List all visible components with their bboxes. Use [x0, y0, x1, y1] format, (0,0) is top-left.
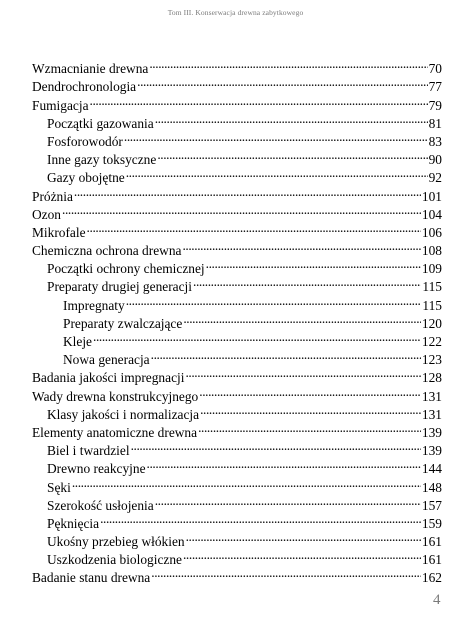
- dot-leader: [206, 255, 421, 273]
- dot-leader: [151, 346, 421, 364]
- dot-leader: [74, 182, 421, 200]
- toc-entry-title: Chemiczna ochrona drewna: [32, 243, 182, 259]
- toc-entry[interactable]: [32, 182, 442, 204]
- dot-leader: [186, 528, 421, 546]
- toc-entry-page: 77: [428, 79, 442, 95]
- dot-leader: [157, 146, 427, 164]
- dot-leader: [185, 364, 420, 382]
- toc-entry-page: 162: [421, 570, 442, 586]
- dot-leader: [137, 73, 427, 91]
- toc-entry[interactable]: [32, 473, 442, 495]
- toc-entry-title: Ukośny przebieg włókien: [47, 534, 185, 550]
- toc-entry-page: 115: [422, 297, 442, 313]
- toc-entry-page: 108: [421, 243, 442, 259]
- toc-entry-title: Kleje: [63, 334, 92, 349]
- toc-entry-page: 101: [421, 188, 442, 204]
- toc-entry-title: Dendrochronologia: [32, 79, 137, 95]
- toc-entry-title: Wady drewna konstrukcyjnego: [32, 388, 199, 404]
- toc-entry-page: 159: [421, 515, 442, 531]
- toc-entry-page: 106: [421, 224, 442, 240]
- toc-entry[interactable]: [32, 55, 442, 77]
- toc-entry-title: Elementy anatomiczne drewna: [32, 424, 198, 440]
- toc-entry-page: 157: [421, 497, 442, 513]
- dot-leader: [126, 291, 422, 309]
- dot-leader: [151, 564, 421, 582]
- toc-entry[interactable]: [32, 91, 442, 113]
- toc-entry-page: 131: [421, 406, 442, 422]
- toc-entry-page: 90: [428, 152, 442, 168]
- toc-entry-page: 104: [421, 206, 442, 222]
- dot-leader: [131, 437, 421, 455]
- dot-leader: [199, 382, 421, 400]
- toc-entry-page: 161: [421, 534, 442, 550]
- toc-entry-page: 70: [428, 61, 442, 77]
- toc-entry-title: Wzmacnianie drewna: [32, 61, 149, 77]
- dot-leader: [100, 510, 421, 528]
- toc-entry-page: 139: [421, 443, 442, 459]
- dot-leader: [124, 128, 428, 146]
- dot-leader: [155, 110, 428, 128]
- toc-entry[interactable]: [32, 201, 442, 222]
- toc-entry-title: Próżnia: [32, 188, 73, 204]
- dot-leader: [183, 546, 421, 564]
- toc-entry-title: Preparaty drugiej generacji: [47, 279, 192, 295]
- toc-entry-title: Fosforowodór: [47, 133, 123, 149]
- toc-entry-title: Uszkodzenia biologiczne: [47, 552, 182, 568]
- toc-entry-title: Inne gazy toksyczne: [47, 152, 157, 168]
- dot-leader: [126, 164, 428, 182]
- toc-entry[interactable]: [32, 328, 442, 349]
- toc-entry-title: Szerokość usłojenia: [47, 497, 154, 513]
- toc-entry-title: Pęknięcia: [47, 515, 100, 531]
- dot-leader: [200, 401, 421, 419]
- toc-entry[interactable]: [32, 110, 442, 131]
- page-number: 4: [433, 592, 441, 608]
- dot-leader: [90, 91, 428, 109]
- toc-entry-title: Ozon: [32, 206, 62, 222]
- toc-entry-page: 81: [428, 115, 442, 131]
- toc-entry-page: 109: [421, 261, 442, 277]
- toc-entry[interactable]: [32, 492, 442, 513]
- toc-entry-page: 148: [421, 479, 442, 495]
- toc-entry-title: Impregnaty: [63, 297, 125, 313]
- toc-entry-page: 144: [421, 461, 442, 477]
- dot-leader: [155, 492, 421, 510]
- running-header: Tom III. Konserwacja drewna zabytkowego: [167, 8, 304, 17]
- toc-entry[interactable]: [32, 219, 442, 240]
- toc-entry-page: 131: [421, 388, 442, 404]
- toc-entry-title: Sęki: [47, 479, 71, 495]
- toc-entry-title: Badania jakości impregnacji: [32, 370, 185, 386]
- toc-entry-title: Fumigacja: [32, 97, 89, 113]
- toc-entry-page: 83: [428, 133, 442, 149]
- toc-entry[interactable]: [32, 346, 442, 368]
- toc-entry-title: Mikrofale: [32, 224, 86, 240]
- toc-entry-title: Nowa generacja: [63, 352, 150, 368]
- toc-entry-title: Początki gazowania: [47, 115, 154, 131]
- toc-entry-title: Klasy jakości i normalizacja: [47, 406, 200, 422]
- dot-leader: [149, 55, 427, 73]
- dot-leader: [87, 219, 421, 237]
- toc-entry-title: Początki ochrony chemicznej: [47, 261, 205, 277]
- toc-entry-page: 79: [428, 97, 442, 113]
- toc-entry-title: Preparaty zwalczające: [63, 315, 183, 331]
- toc-entry-title: Gazy obojętne: [47, 170, 125, 186]
- toc-entry-page: 123: [421, 352, 442, 368]
- dot-leader: [183, 310, 421, 328]
- table-of-contents: [32, 55, 442, 586]
- dot-leader: [72, 473, 421, 491]
- toc-entry-page: 128: [421, 370, 442, 386]
- dot-leader: [198, 419, 421, 437]
- dot-leader: [93, 328, 421, 346]
- toc-entry-page: 139: [421, 424, 442, 440]
- toc-entry-page: 92: [428, 170, 442, 186]
- dot-leader: [147, 455, 421, 473]
- toc-entry-page: 122: [421, 334, 442, 349]
- toc-entry[interactable]: [32, 237, 442, 259]
- toc-entry-title: Biel i twardziel: [47, 443, 130, 459]
- dot-leader: [62, 201, 421, 219]
- toc-entry-title: Drewno reakcyjne: [47, 461, 146, 477]
- toc-entry-title: Badanie stanu drewna: [32, 570, 151, 586]
- toc-entry-page: 120: [421, 315, 442, 331]
- toc-entry-page: 115: [422, 279, 442, 295]
- dot-leader: [182, 237, 420, 255]
- toc-entry-page: 161: [421, 552, 442, 568]
- dot-leader: [193, 273, 421, 291]
